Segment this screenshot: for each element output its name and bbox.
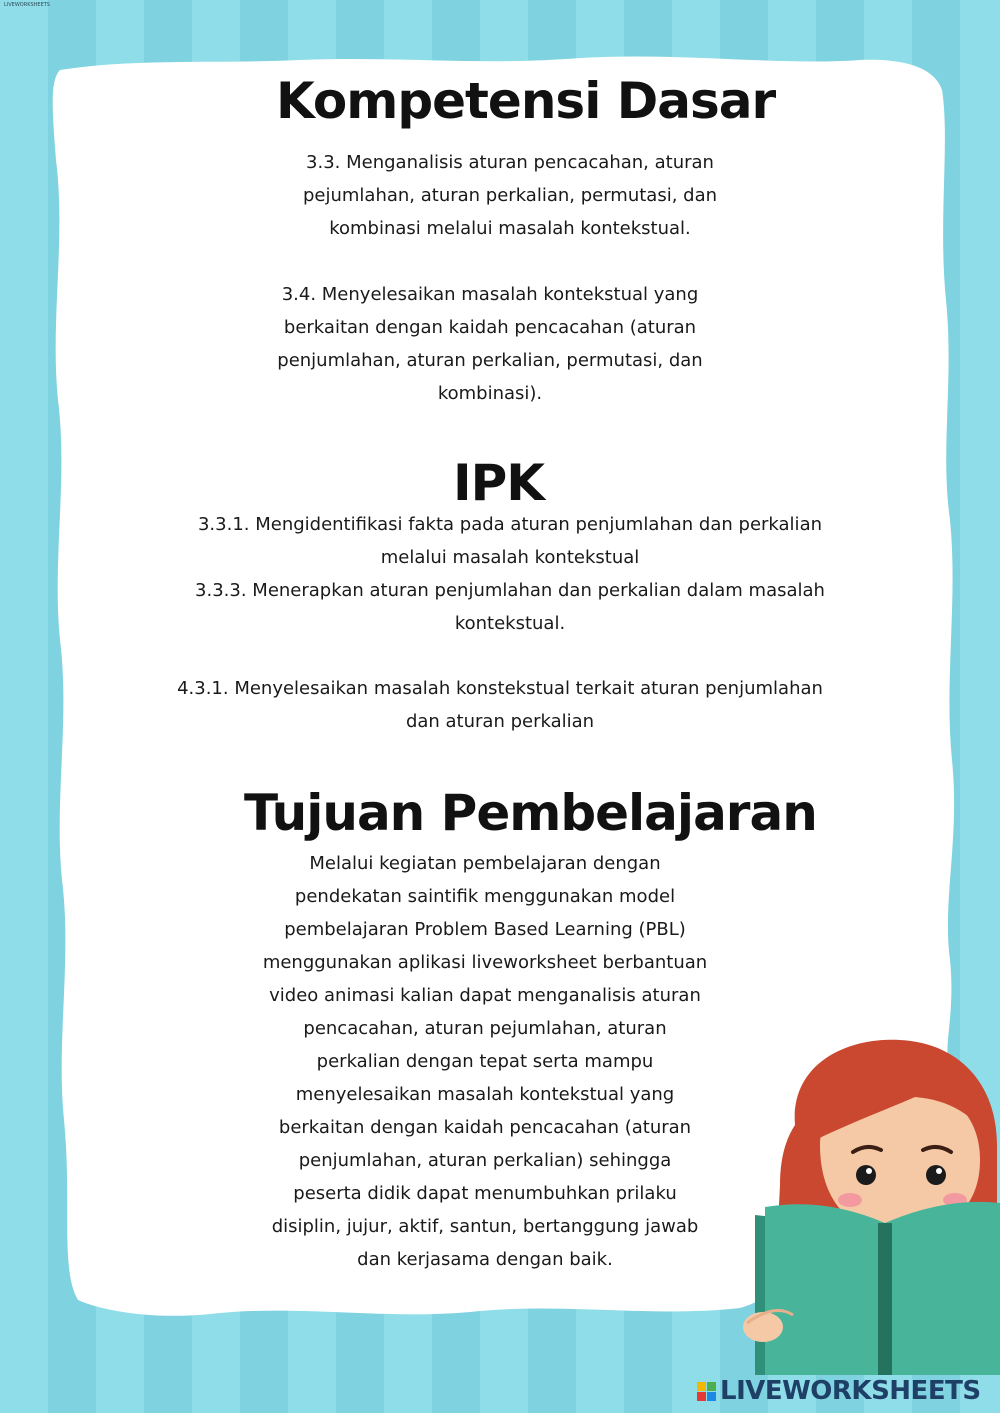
text-line: kombinasi melalui masalah kontekstual.: [329, 218, 691, 239]
text-line: perkalian dengan tepat serta mampu: [316, 1051, 654, 1072]
text-line: kombinasi).: [437, 383, 543, 404]
kd-3-3-paragraph: [200, 146, 820, 245]
logo-square-i: [707, 1382, 716, 1391]
text-line: berkaitan dengan kaidah pencacahan (aturan: [278, 1117, 692, 1138]
text-line: pencacahan, aturan pejumlahan, aturan: [303, 1018, 667, 1039]
logo-square-l: [697, 1382, 706, 1391]
text-line: peserta didik dapat menumbuhkan prilaku: [293, 1183, 677, 1204]
text-line: Melalui kegiatan pembelajaran dengan: [309, 853, 661, 874]
text-line: melalui masalah kontekstual: [380, 547, 640, 568]
text-line: kontekstual.: [454, 613, 566, 634]
liveworksheets-brand: [697, 1376, 981, 1406]
logo-square-v: [697, 1392, 706, 1401]
text-line: menyelesaikan masalah kontekstual yang: [295, 1084, 675, 1105]
tujuan-paragraph: [215, 847, 755, 1276]
text-line: 3.3. Menganalisis aturan pencacahan, aturan: [306, 152, 714, 173]
text-line: 4.3.1. Menyelesaikan masalah konstekstual terkait aturan penjumlahan: [177, 678, 823, 699]
tujuan-pembelajaran-title: Tujuan Pembelajaran: [244, 784, 817, 842]
text-line: berkaitan dengan kaidah pencacahan (aturan: [283, 317, 697, 338]
text-line: pejumlahan, aturan perkalian, permutasi, dan: [302, 185, 718, 206]
text-line: 3.3.1. Mengidentifikasi fakta pada aturan penjumlahan dan perkalian: [197, 514, 823, 535]
text-line: pendekatan saintifik menggunakan model: [294, 886, 676, 907]
text-line: pembelajaran Problem Based Learning (PBL): [284, 919, 686, 940]
text-line: penjumlahan, aturan perkalian) sehingga: [298, 1150, 672, 1171]
text-line: menggunakan aplikasi liveworksheet berbantuan: [262, 952, 708, 973]
kompetensi-dasar-title: Kompetensi Dasar: [276, 72, 776, 130]
text-line: disiplin, jujur, aktif, santun, bertanggung jawab: [271, 1216, 699, 1237]
ipk-3-paragraph: [130, 508, 890, 640]
top-watermark: LIVEWORKSHEETS: [4, 2, 50, 8]
text-line: penjumlahan, aturan perkalian, permutasi, dan: [277, 350, 703, 371]
ipk-4-paragraph: [115, 672, 885, 738]
text-line: dan aturan perkalian: [405, 711, 595, 732]
liveworksheets-logo-icon: [697, 1382, 716, 1401]
text-line: video animasi kalian dapat menganalisis aturan: [269, 985, 701, 1006]
ipk-title: IPK: [453, 454, 544, 512]
logo-square-e: [707, 1392, 716, 1401]
girl-reading-book-icon: [735, 1035, 1000, 1375]
text-line: dan kerjasama dengan baik.: [357, 1249, 613, 1270]
kd-3-4-paragraph: [190, 278, 790, 410]
brand-name: LIVEWORKSHEETS: [720, 1376, 981, 1406]
text-line: 3.3.3. Menerapkan aturan penjumlahan dan perkalian dalam masalah: [195, 580, 825, 601]
text-line: 3.4. Menyelesaikan masalah kontekstual yang: [281, 284, 699, 305]
